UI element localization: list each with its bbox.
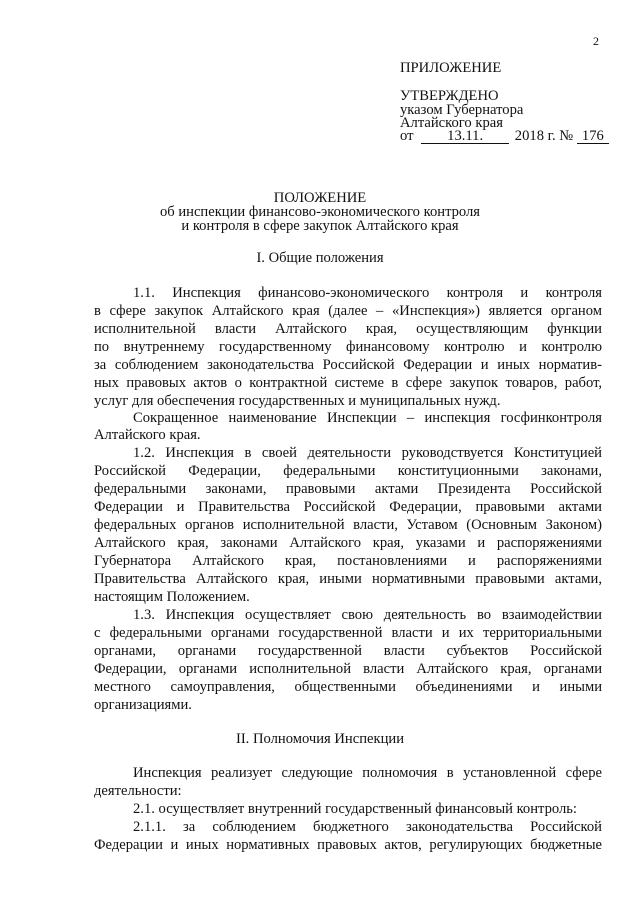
text-line: Алтайского края. — [94, 427, 201, 443]
text-line: Федерации и иных нормативных правовых актов, регулирующих бюджетные — [94, 837, 602, 853]
title-line-2: и контроля в сфере закупок Алтайского края — [181, 218, 459, 234]
text-line: 2.1.1. за соблюдением бюджетного законодательства Российской — [133, 819, 602, 835]
text-line: 1.3. Инспекция осуществляет свою деятельность во взаимодействии — [133, 607, 602, 623]
text-line: федеральных органов исполнительной власти, Уставом (Основным Законом) — [94, 517, 602, 533]
text-line: Федерации и Правительства Российской Федерации, правовыми актами — [94, 499, 602, 515]
from-label: от — [400, 128, 414, 144]
text-line: органами, органами государственной власти субъектов Российской — [94, 643, 602, 659]
document-title: ПОЛОЖЕНИЕ — [273, 190, 367, 206]
decree-date: 13.11. — [421, 129, 509, 144]
text-line: с федеральными органами государственной власти и их территориальными — [94, 625, 602, 641]
text-line: 2.1. осуществляет внутренний государственный финансовый контроль: — [133, 801, 577, 817]
decree-number: 176 — [577, 129, 609, 144]
text-line: исполнительной власти Алтайского края, осуществляющим функции — [94, 321, 602, 337]
text-line: за соблюдением законодательства Российской Федерации и иных норматив- — [94, 357, 602, 373]
text-line: 1.2. Инспекция в своей деятельности руководствуется Конституцией — [133, 445, 602, 461]
decree-label: указом Губернатора — [400, 102, 524, 118]
text-line: настоящим Положением. — [94, 589, 250, 605]
text-line: услуг для обеспечения государственных и муниципальных нужд. — [94, 393, 501, 409]
text-line: Правительства Алтайского края, иными нормативными правовыми актами, — [94, 571, 602, 587]
section-2-heading: II. Полномочия Инспекции — [235, 731, 405, 747]
text-line: Российской Федерации, федеральными конституционными законами, — [94, 463, 602, 479]
text-line: Алтайского края, законами Алтайского края, указами и распоряжениями — [94, 535, 602, 551]
page-number: 2 — [593, 34, 599, 48]
text-line: в сфере закупок Алтайского края (далее – «Инспекция») является органом — [94, 303, 602, 319]
text-line: организациями. — [94, 697, 192, 713]
approved-label: УТВЕРЖДЕНО — [400, 88, 499, 104]
title-line-1: об инспекции финансово-экономического контроля — [159, 204, 481, 220]
text-line: Федерации, органами исполнительной власти Алтайского края, органами — [94, 661, 602, 677]
text-line: 1.1. Инспекция финансово-экономического контроля и контроля — [133, 285, 602, 301]
text-line: Сокращенное наименование Инспекции – инспекция госфинконтроля — [133, 410, 602, 426]
text-line: по внутреннему государственному финансовому контролю и контролю — [94, 339, 602, 355]
text-line: местного самоуправления, общественными объединениями и иными — [94, 679, 602, 695]
region-label: Алтайского края — [400, 115, 503, 131]
text-line: Инспекция реализует следующие полномочия в установленной сфере — [133, 765, 602, 781]
appendix-label: ПРИЛОЖЕНИЕ — [400, 60, 502, 76]
text-line: деятельности: — [94, 783, 182, 799]
section-1-heading: I. Общие положения — [256, 250, 384, 266]
text-line: Губернатора Алтайского края, постановлениями и распоряжениями — [94, 553, 602, 569]
text-line: ных правовых актов о контрактной системе в сфере закупок товаров, работ, — [94, 375, 602, 391]
text-line: федеральными законами, правовыми актами Президента Российской — [94, 481, 602, 497]
decree-date-line — [400, 129, 609, 144]
decree-year-label: 2018 г. № — [514, 128, 574, 144]
